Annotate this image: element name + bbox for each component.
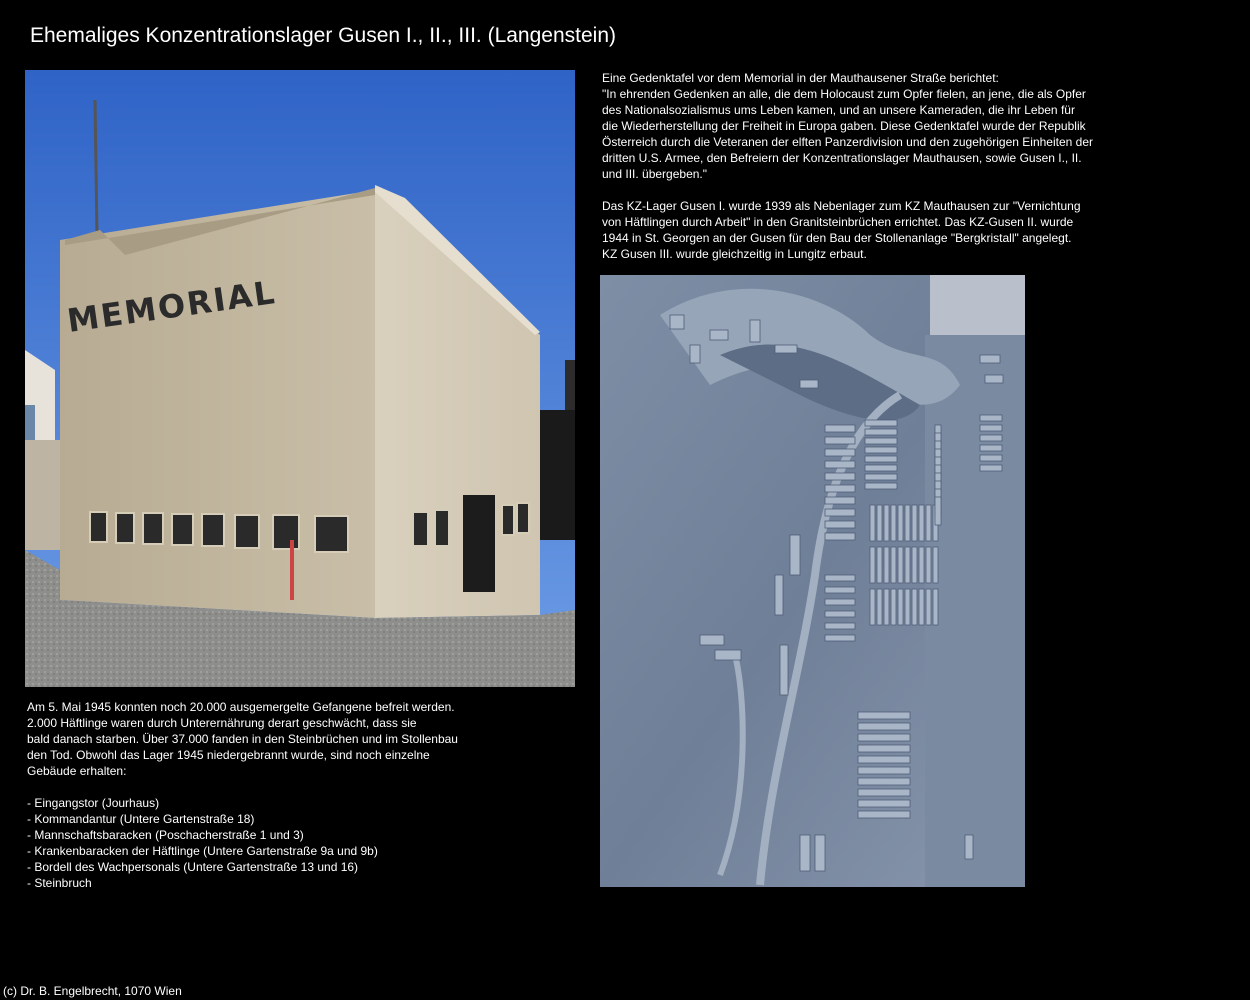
barrack-block — [905, 589, 910, 625]
barrack-block — [865, 465, 897, 471]
barrack-block — [858, 767, 910, 774]
text-line: 2.000 Häftlinge waren durch Unterernährung derart geschwächt, dass sie — [27, 716, 417, 730]
barrack-block — [919, 589, 924, 625]
barrack-block — [825, 437, 855, 444]
barrack-block — [980, 355, 1000, 363]
barrack-block — [690, 345, 700, 363]
text-line: die Wiederherstellung der Freiheit in Europa gaben. Diese Gedenktafel wurde der Republik — [602, 119, 1086, 133]
barrack-block — [780, 645, 788, 695]
barrack-block — [898, 505, 903, 541]
barrack-block — [926, 589, 931, 625]
barrack-block — [912, 547, 917, 583]
barrack-block — [919, 547, 924, 583]
barrack-block — [919, 505, 924, 541]
barrack-block — [858, 800, 910, 807]
text-line: Österreich durch die Veteranen der elften Panzerdivision und den zugehörigen Einheiten der — [602, 135, 1093, 149]
barrack-block — [825, 473, 855, 480]
barrack-block — [865, 483, 897, 489]
barrack-block — [884, 547, 889, 583]
barrack-block — [858, 778, 910, 785]
text-line: dritten U.S. Armee, den Befreiern der Konzentrationslager Mauthausen, sowie Gusen I., II. — [602, 151, 1082, 165]
barrack-block — [865, 429, 897, 435]
barrack-block — [700, 635, 724, 645]
barrack-block — [775, 575, 783, 615]
barrack-block — [858, 745, 910, 752]
remaining-buildings-list — [27, 795, 467, 891]
barrack-block — [825, 425, 855, 432]
list-item: - Bordell des Wachpersonals (Untere Gartenstraße 13 und 16) — [27, 860, 359, 874]
barrack-block — [898, 547, 903, 583]
text-line: Gebäude erhalten: — [27, 764, 127, 778]
barrack-block — [980, 455, 1002, 461]
barrack-block — [980, 445, 1002, 451]
text-line: bald danach starben. Über 37.000 fanden in den Steinbrüchen und im Stollenbau — [27, 732, 458, 746]
barrack-block — [750, 320, 760, 342]
list-item: - Mannschaftsbaracken (Poschacherstraße 1 und 3) — [27, 828, 304, 842]
text-line: von Häftlingen durch Arbeit" in den Granitsteinbrüchen errichtet. Das KZ-Gusen II. wurde — [602, 215, 1074, 229]
text-line: "In ehrenden Gedenken an alle, die dem Holocaust zum Opfer fielen, an jene, die als Opfer — [602, 87, 1086, 101]
barrack-block — [980, 415, 1002, 421]
barrack-block — [800, 835, 810, 871]
list-item: - Eingangstor (Jourhaus) — [27, 796, 160, 810]
barrack-block — [865, 456, 897, 462]
memorial-sign: MEMORIAL — [64, 273, 279, 340]
text-line: Am 5. Mai 1945 konnten noch 20.000 ausgemergelte Gefangene befreit werden. — [27, 700, 455, 714]
barrack-block — [825, 575, 855, 581]
barrack-block — [905, 505, 910, 541]
barrack-block — [884, 589, 889, 625]
barrack-block — [877, 547, 882, 583]
barrack-block — [858, 712, 910, 719]
barrack-block — [800, 380, 818, 388]
barrack-block — [891, 505, 896, 541]
barrack-block — [933, 589, 938, 625]
barrack-block — [670, 315, 684, 329]
barrack-block — [865, 420, 897, 426]
memorial-photo — [25, 70, 575, 687]
barrack-block — [884, 505, 889, 541]
barrack-block — [815, 835, 825, 871]
barrack-block — [825, 509, 855, 516]
barrack-block — [985, 375, 1003, 383]
barrack-block — [858, 789, 910, 796]
text-line: KZ Gusen III. wurde gleichzeitig in Lungitz erbaut. — [602, 247, 867, 261]
list-item: - Krankenbaracken der Häftlinge (Untere Gartenstraße 9a und 9b) — [27, 844, 378, 858]
barrack-block — [912, 589, 917, 625]
barrack-block — [898, 589, 903, 625]
barrack-block — [877, 589, 882, 625]
barrack-block — [891, 589, 896, 625]
barrack-block — [790, 535, 800, 575]
text-line: des Nationalsozialismus ums Leben kamen, und an unsere Kameraden, die ihr Leben für — [602, 103, 1075, 117]
memorial-plaque-text — [602, 70, 1102, 262]
barrack-block — [980, 425, 1002, 431]
barrack-block — [980, 435, 1002, 441]
page-title: Ehemaliges Konzentrationslager Gusen I., II., III. (Langenstein) — [30, 24, 616, 47]
copyright-footer: (c) Dr. B. Engelbrecht, 1070 Wien — [3, 984, 182, 998]
barrack-block — [825, 587, 855, 593]
barrack-block — [825, 497, 855, 504]
barrack-block — [877, 505, 882, 541]
barrack-block — [825, 521, 855, 528]
barrack-block — [825, 623, 855, 629]
barrack-block — [891, 547, 896, 583]
barrack-block — [865, 438, 897, 444]
barrack-block — [710, 330, 728, 340]
barrack-block — [825, 485, 855, 492]
text-line: Das KZ-Lager Gusen I. wurde 1939 als Nebenlager zum KZ Mauthausen zur "Vernichtung — [602, 199, 1081, 213]
barrack-block — [870, 505, 875, 541]
barrack-block — [965, 835, 973, 859]
barrack-block — [775, 345, 797, 353]
barrack-block — [858, 811, 910, 818]
barrack-block — [858, 756, 910, 763]
barrack-block — [825, 599, 855, 605]
barrack-block — [825, 635, 855, 641]
liberation-text — [27, 699, 467, 891]
barrack-block — [825, 533, 855, 540]
barrack-block — [870, 589, 875, 625]
barrack-block — [858, 734, 910, 741]
camp-model-photo — [600, 275, 1025, 887]
barrack-block — [933, 547, 938, 583]
barrack-block — [825, 611, 855, 617]
text-line: 1944 in St. Georgen an der Gusen für den Bau der Stollenanlage "Bergkristall" angelegt. — [602, 231, 1072, 245]
barrack-block — [858, 723, 910, 730]
barrack-block — [926, 505, 931, 541]
barrack-block — [870, 547, 875, 583]
barrack-block — [980, 465, 1002, 471]
list-item: - Steinbruch — [27, 876, 92, 890]
barrack-block — [935, 497, 941, 525]
text-line: und III. übergeben." — [602, 167, 708, 181]
list-item: - Kommandantur (Untere Gartenstraße 18) — [27, 812, 255, 826]
barrack-block — [715, 650, 741, 660]
text-line: Eine Gedenktafel vor dem Memorial in der Mauthausener Straße berichtet: — [602, 71, 999, 85]
text-line: den Tod. Obwohl das Lager 1945 niedergebrannt wurde, sind noch einzelne — [27, 748, 430, 762]
barrack-block — [865, 474, 897, 480]
barrack-block — [825, 449, 855, 456]
barrack-block — [865, 447, 897, 453]
barrack-block — [905, 547, 910, 583]
barrack-block — [825, 461, 855, 468]
barrack-block — [926, 547, 931, 583]
barrack-block — [912, 505, 917, 541]
